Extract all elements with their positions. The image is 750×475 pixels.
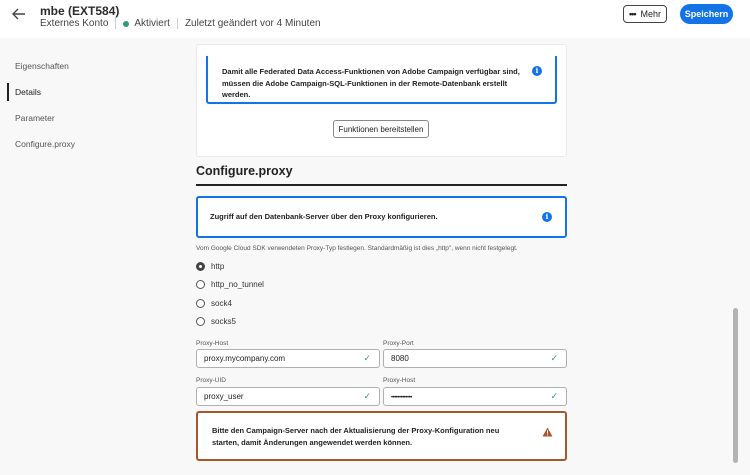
header-meta <box>40 18 321 29</box>
radio-unchecked-icon[interactable] <box>196 280 205 289</box>
section-title: Configure.proxy <box>196 164 293 178</box>
last-modified: Zuletzt geändert vor 4 Minuten <box>184 18 321 29</box>
checkmark-icon: ✓ <box>550 353 558 363</box>
radio-option-socks5[interactable] <box>196 314 236 328</box>
functions-info-alert <box>206 56 557 104</box>
proxy-password-label: Proxy-Host <box>383 377 416 384</box>
functions-info-text: Damit alle Federated Data Access-Funktionen von Adobe Campaign verfügbar sind, müssen die Adobe Campaign-SQL-Funktionen in der Remote-Datenbank erstellt werden. <box>222 67 520 99</box>
checkmark-icon: ✓ <box>363 353 371 363</box>
more-button[interactable] <box>623 5 667 23</box>
save-button[interactable]: Speichern <box>680 4 733 24</box>
sidebar-item-parameter[interactable]: Parameter <box>15 113 55 123</box>
section-divider <box>196 184 567 186</box>
warning-text: Bitte den Campaign-Server nach der Aktualisierung der Proxy-Konfiguration neu starten, damit Änderungen angewendet werden können. <box>212 426 500 447</box>
back-arrow-icon[interactable] <box>12 8 30 22</box>
proxy-type-description: Vom Google Cloud SDK verwendeten Proxy-Typ festlegen. Standardmäßig ist dies „http", wenn nicht festgelegt. <box>196 245 518 252</box>
radio-option-sock4[interactable] <box>196 296 232 310</box>
proxy-port-value: 8080 <box>391 354 409 363</box>
sidebar-item-eigenschaften[interactable]: Eigenschaften <box>15 61 69 71</box>
deploy-functions-button[interactable]: Funktionen bereitstellen <box>333 120 429 138</box>
divider <box>115 18 116 29</box>
restart-warning-alert <box>196 411 567 461</box>
info-icon: i <box>532 66 542 76</box>
proxy-port-input[interactable] <box>383 349 567 368</box>
proxy-uid-input[interactable] <box>196 387 380 406</box>
page-title: mbe (EXT584) <box>40 4 120 18</box>
proxy-host-value: proxy.mycompany.com <box>204 354 286 363</box>
checkmark-icon: ✓ <box>363 391 371 401</box>
radio-label: http <box>211 261 225 271</box>
proxy-password-input[interactable] <box>383 387 567 406</box>
proxy-port-label: Proxy-Port <box>383 340 414 347</box>
radio-option-http-no-tunnel[interactable] <box>196 277 264 291</box>
account-type: Externes Konto <box>40 18 109 29</box>
more-button-label: Mehr <box>640 9 661 19</box>
sidebar-nav <box>7 53 177 157</box>
checkmark-icon: ✓ <box>550 391 558 401</box>
status-dot-icon <box>123 21 129 27</box>
page-header <box>0 0 750 38</box>
radio-unchecked-icon[interactable] <box>196 299 205 308</box>
radio-label: sock4 <box>211 298 232 308</box>
scrollbar[interactable] <box>733 308 738 463</box>
radio-unchecked-icon[interactable] <box>196 317 205 326</box>
warning-icon <box>542 427 553 437</box>
proxy-info-alert <box>196 196 567 238</box>
proxy-info-text: Zugriff auf den Datenbank-Server über den Proxy konfigurieren. <box>210 212 438 221</box>
radio-option-http[interactable] <box>196 259 224 273</box>
divider <box>177 18 178 29</box>
sidebar-item-details[interactable]: Details <box>7 79 177 105</box>
proxy-uid-value: proxy_user <box>204 392 244 401</box>
sidebar-item-configure-proxy[interactable]: Configure.proxy <box>15 139 76 149</box>
radio-checked-icon[interactable] <box>196 262 205 271</box>
status-badge: Aktiviert <box>134 18 170 29</box>
radio-label: http_no_tunnel <box>211 279 264 289</box>
proxy-host-input[interactable] <box>196 349 380 368</box>
proxy-host-label: Proxy-Host <box>196 340 229 347</box>
info-icon: i <box>542 212 552 222</box>
proxy-password-value: ••••••••••••• <box>391 395 412 401</box>
more-dots-icon: ••• <box>629 9 636 19</box>
radio-label: socks5 <box>211 316 236 326</box>
proxy-uid-label: Proxy-UID <box>196 377 226 384</box>
